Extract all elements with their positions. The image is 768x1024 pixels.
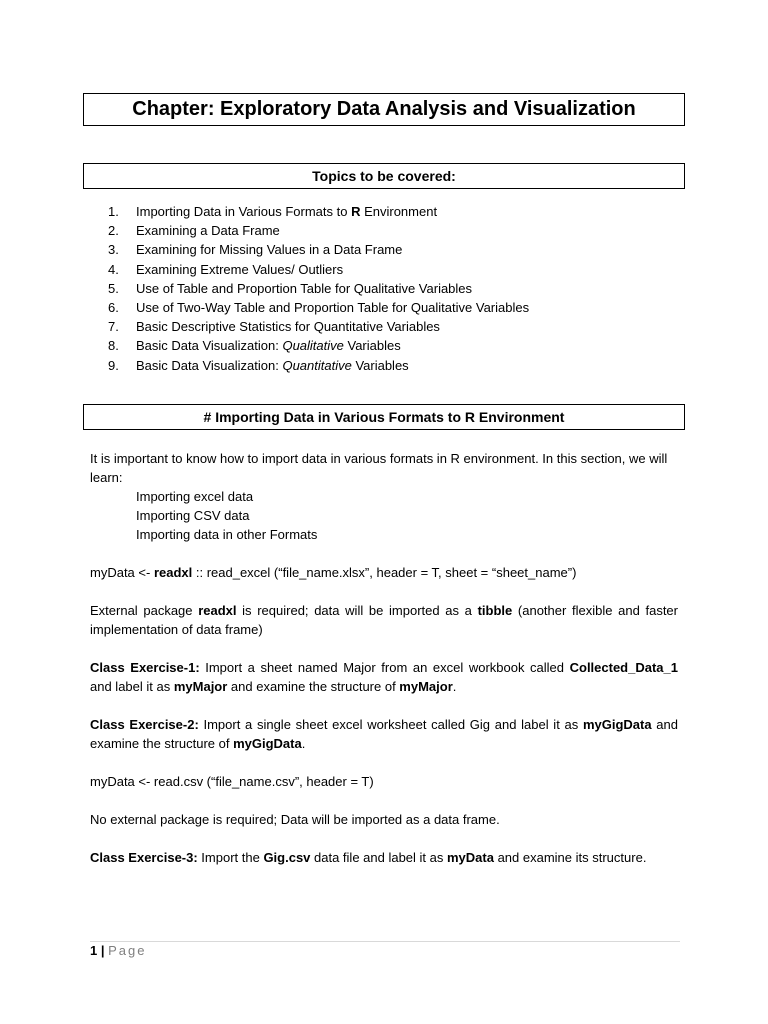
topic-item: 7. Basic Descriptive Statistics for Quantitative Variables: [108, 319, 440, 335]
page-footer: 1 | Page: [90, 943, 147, 958]
learn-item: Importing excel data: [136, 489, 254, 504]
topic-item: 5. Use of Table and Proportion Table for Qualitative Variables: [108, 280, 473, 296]
exercise-1: Class Exercise-1: Import a sheet named Major from an excel workbook called Collected_Data_1 and label it as myMajor and examine the structure of myMajor.: [90, 660, 678, 694]
intro-paragraph: It is important to know how to import data in various formats in R environment. In this section, we will learn:: [90, 451, 668, 485]
section-heading-box: [83, 404, 685, 430]
page-label: Page: [108, 943, 147, 958]
chapter-title-box: [83, 93, 685, 126]
section-body: [90, 449, 678, 867]
csv-note: No external package is required; Data will be imported as a data frame.: [90, 812, 500, 827]
exercise-3: Class Exercise-3: Import the Gig.csv data file and label it as myData and examine its structure.: [90, 850, 647, 865]
topic-item: 1. Importing Data in Various Formats to R Environment: [108, 204, 438, 219]
learn-item: Importing CSV data: [136, 508, 250, 523]
topics-list: [108, 202, 529, 375]
readxl-code-line: myData <- readxl :: read_excel (“file_name.xlsx”, header = T, sheet = “sheet_name”): [90, 565, 577, 580]
footer-divider: [90, 941, 680, 942]
csv-code-line: myData <- read.csv (“file_name.csv”, header = T): [90, 774, 374, 789]
topic-item: 8. Basic Data Visualization: Qualitative Variables: [108, 338, 401, 354]
topic-item: 2. Examining a Data Frame: [108, 223, 280, 239]
section-heading: # Importing Data in Various Formats to R Environment: [203, 409, 565, 425]
topic-item: 9. Basic Data Visualization: Quantitative Variables: [108, 357, 409, 373]
topic-item: 6. Use of Two-Way Table and Proportion Table for Qualitative Variables: [108, 299, 530, 315]
topics-heading-box: [83, 163, 685, 189]
topic-item: 3. Examining for Missing Values in a Data Frame: [108, 242, 403, 258]
chapter-title: Chapter: Exploratory Data Analysis and Visualization: [132, 98, 636, 120]
readxl-note: External package readxl is required; data will be imported as a tibble (another flexible and faster implementation of data frame): [90, 603, 678, 637]
page-number: 1: [90, 943, 98, 958]
exercise-2: Class Exercise-2: Import a single sheet excel worksheet called Gig and label it as myGigData and examine the structure of myGigData.: [90, 717, 678, 751]
topics-heading: Topics to be covered:: [312, 168, 456, 184]
learn-item: Importing data in other Formats: [136, 527, 318, 542]
topic-item: 4. Examining Extreme Values/ Outliers: [108, 261, 344, 277]
